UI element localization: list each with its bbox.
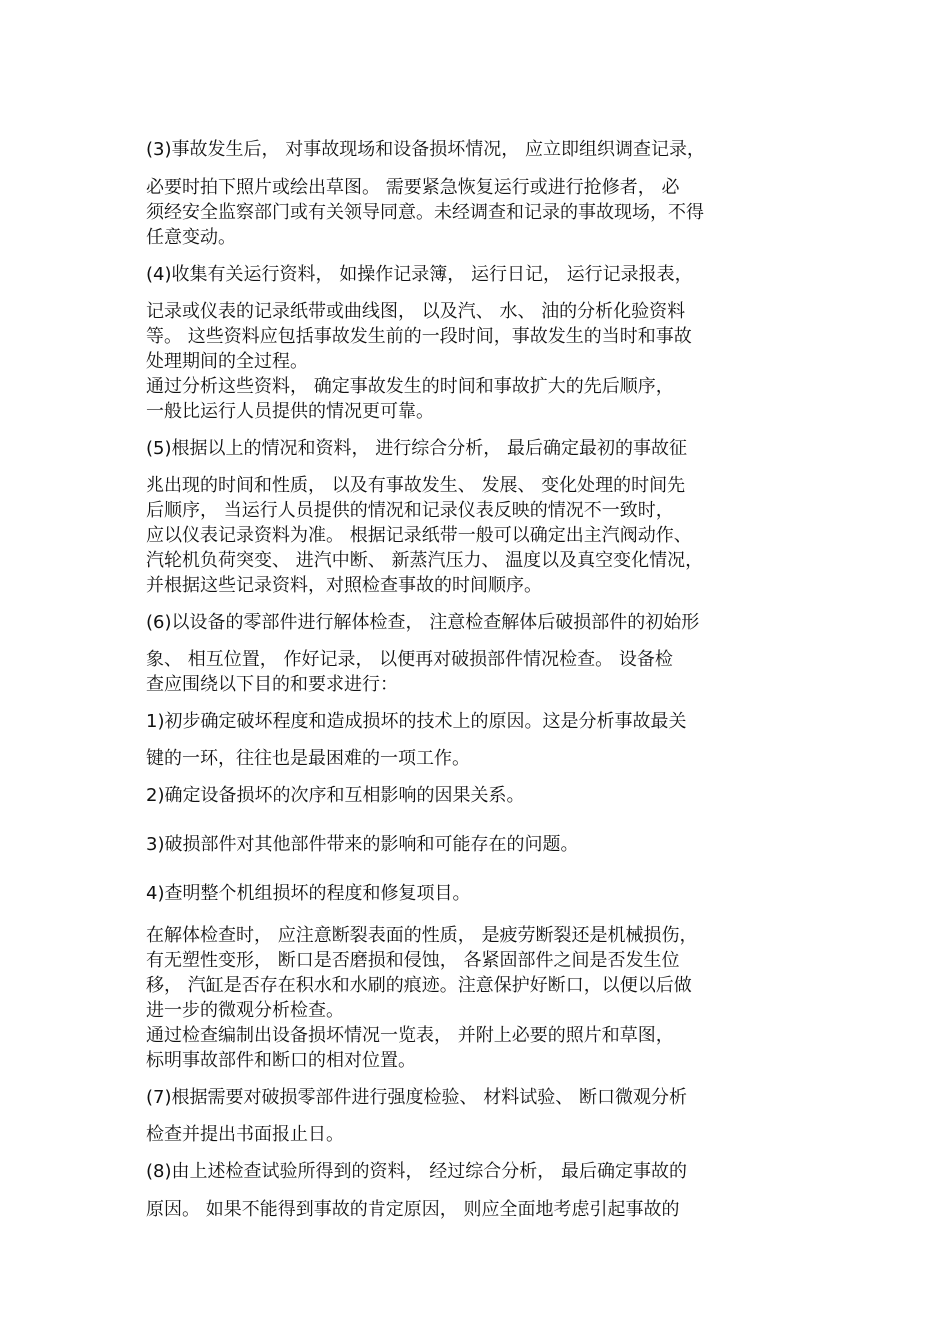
text-line: 象、 相互位置， 作好记录， 以便再对破损部件情况检查。 设备检 xyxy=(146,649,673,670)
text-line: 4)查明整个机组损坏的程度和修复项目。 xyxy=(146,883,471,904)
text-line: 汽轮机负荷突变、 进汽中断、 新蒸汽压力、 温度以及真空变化情况， xyxy=(146,550,704,571)
text-line: 原因。 如果不能得到事故的肯定原因， 则应全面地考虑引起事故的 xyxy=(146,1199,680,1220)
text-line: 键的一环，往往也是最困难的一项工作。 xyxy=(146,748,470,769)
text-line: (8)由上述检查试验所得到的资料， 经过综合分析， 最后确定事故的 xyxy=(146,1161,687,1182)
text-line: 在解体检查时， 应注意断裂表面的性质， 是疲劳断裂还是机械损伤， xyxy=(146,925,698,946)
text-line: 必要时拍下照片或绘出草图。 需要紧急恢复运行或进行抢修者， 必 xyxy=(146,177,680,198)
text-line: 通过分析这些资料， 确定事故发生的时间和事故扩大的先后顺序， xyxy=(146,376,674,397)
text-line: (6)以设备的零部件进行解体检查， 注意检查解体后破损部件的初始形 xyxy=(146,612,700,633)
text-line: 应以仪表记录资料为准。 根据记录纸带一般可以确定出主汽阀动作、 xyxy=(146,525,692,546)
text-line: 须经安全监察部门或有关领导同意。未经调查和记录的事故现场，不得 xyxy=(146,202,704,223)
text-line: (3)事故发生后， 对事故现场和设备损坏情况， 应立即组织调查记录， xyxy=(146,139,705,160)
text-line: 进一步的微观分析检查。 xyxy=(146,1000,344,1021)
text-line: 1)初步确定破坏程度和造成损坏的技术上的原因。这是分析事故最关 xyxy=(146,711,687,732)
text-line: 2)确定设备损坏的次序和互相影响的因果关系。 xyxy=(146,785,525,806)
text-line: 通过检查编制出设备损坏情况一览表， 并附上必要的照片和草图， xyxy=(146,1025,674,1046)
text-line: 一般比运行人员提供的情况更可靠。 xyxy=(146,401,434,422)
text-line: 3)破损部件对其他部件带来的影响和可能存在的问题。 xyxy=(146,834,579,855)
text-line: 后顺序， 当运行人员提供的情况和记录仪表反映的情况不一致时， xyxy=(146,500,674,521)
text-line: 查应围绕以下目的和要求进行： xyxy=(146,674,398,695)
text-line: 检查并提出书面报止日。 xyxy=(146,1124,344,1145)
text-line: 有无塑性变形， 断口是否磨损和侵蚀， 各紧固部件之间是否发生位 xyxy=(146,950,680,971)
text-line: 标明事故部件和断口的相对位置。 xyxy=(146,1050,416,1071)
text-line: 记录或仪表的记录纸带或曲线图， 以及汽、 水、 油的分析化验资料 xyxy=(146,301,686,322)
text-line: 兆出现的时间和性质， 以及有事故发生、 发展、 变化处理的时间先 xyxy=(146,475,686,496)
text-line: 移， 汽缸是否存在积水和水刷的痕迹。注意保护好断口，以便以后做 xyxy=(146,975,692,996)
text-line: 并根据这些记录资料，对照检查事故的时间顺序。 xyxy=(146,575,542,596)
text-line: (7)根据需要对破损零部件进行强度检验、 材料试验、 断口微观分析 xyxy=(146,1087,687,1108)
text-line: 任意变动。 xyxy=(146,227,236,248)
text-line: 处理期间的全过程。 xyxy=(146,351,308,372)
text-line: (5)根据以上的情况和资料， 进行综合分析， 最后确定最初的事故征 xyxy=(146,438,687,459)
text-line: (4)收集有关运行资料， 如操作记录簿， 运行日记， 运行记录报表， xyxy=(146,264,693,285)
text-line: 等。 这些资料应包括事故发生前的一段时间，事故发生的当时和事故 xyxy=(146,326,692,347)
